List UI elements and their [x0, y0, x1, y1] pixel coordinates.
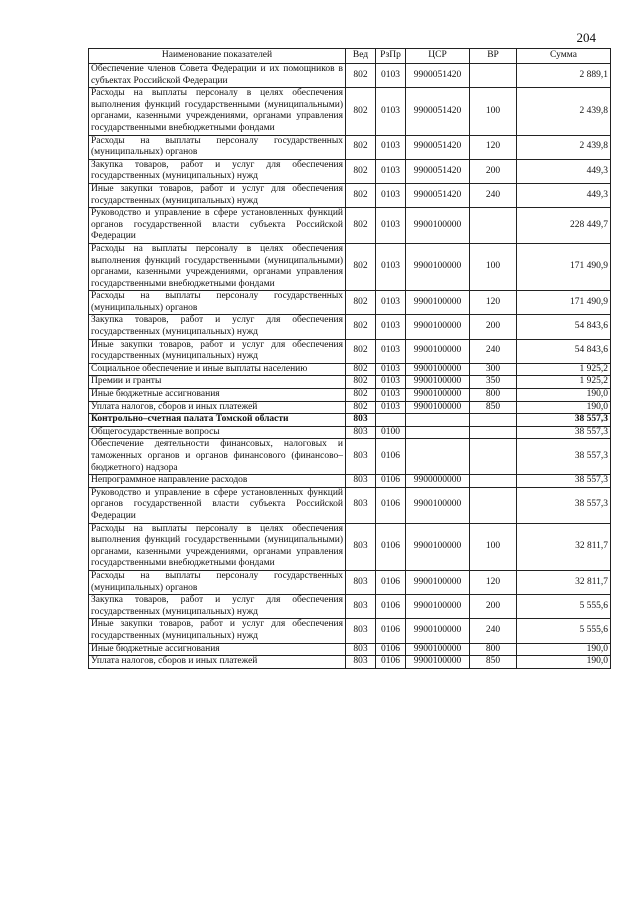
table-row [89, 439, 611, 475]
table-row [89, 88, 611, 135]
cell-vr: 200 [470, 159, 517, 183]
cell-ved: 802 [346, 363, 376, 376]
table-row [89, 315, 611, 339]
cell-csr: 9900100000 [406, 389, 470, 402]
cell-name: Закупка товаров, работ и услуг для обеспечения государственных (муниципальных) нужд [89, 159, 346, 183]
cell-name: Общегосударственные вопросы [89, 426, 346, 439]
cell-vr: 240 [470, 339, 517, 363]
cell-csr: 9900100000 [406, 376, 470, 389]
cell-sum: 2 439,8 [517, 135, 611, 159]
cell-rzpr: 0103 [376, 315, 406, 339]
cell-csr: 9900100000 [406, 339, 470, 363]
cell-ved: 802 [346, 208, 376, 244]
header-vr: ВР [470, 49, 517, 64]
cell-rzpr: 0103 [376, 88, 406, 135]
cell-sum: 1 925,2 [517, 376, 611, 389]
cell-name: Иные закупки товаров, работ и услуг для обеспечения государственных (муниципальных) нужд [89, 619, 346, 643]
cell-ved: 802 [346, 64, 376, 88]
table-row [89, 401, 611, 414]
cell-rzpr: 0106 [376, 643, 406, 656]
cell-vr: 240 [470, 619, 517, 643]
cell-csr: 9900100000 [406, 315, 470, 339]
cell-name: Расходы на выплаты персоналу государственных (муниципальных) органов [89, 291, 346, 315]
table-row [89, 595, 611, 619]
cell-name: Расходы на выплаты персоналу в целях обеспечения выполнения функций государственными (муниципальными) органами, казенными учреждениями, органами управления государственными внебюджетными фондами [89, 88, 346, 135]
cell-rzpr: 0103 [376, 291, 406, 315]
cell-rzpr: 0103 [376, 363, 406, 376]
header-name: Наименование показателей [89, 49, 346, 64]
cell-sum: 1 925,2 [517, 363, 611, 376]
cell-sum: 171 490,9 [517, 291, 611, 315]
cell-rzpr: 0106 [376, 523, 406, 570]
cell-csr: 9900051420 [406, 88, 470, 135]
cell-name: Расходы на выплаты персоналу в целях обеспечения выполнения функций государственными (муниципальными) органами, казенными учреждениями, органами управления государственными внебюджетными фондами [89, 243, 346, 290]
cell-sum: 2 439,8 [517, 88, 611, 135]
cell-rzpr: 0100 [376, 426, 406, 439]
cell-vr [470, 475, 517, 488]
cell-rzpr: 0106 [376, 475, 406, 488]
cell-csr: 9900100000 [406, 363, 470, 376]
cell-csr: 9900100000 [406, 208, 470, 244]
cell-name: Уплата налогов, сборов и иных платежей [89, 656, 346, 669]
cell-ved: 803 [346, 414, 376, 427]
cell-sum: 38 557,3 [517, 426, 611, 439]
cell-vr: 850 [470, 656, 517, 669]
cell-name: Контрольно–счетная палата Томской области [89, 414, 346, 427]
cell-rzpr: 0103 [376, 64, 406, 88]
cell-rzpr: 0106 [376, 439, 406, 475]
cell-vr: 120 [470, 570, 517, 594]
cell-csr: 9900100000 [406, 487, 470, 523]
cell-ved: 803 [346, 426, 376, 439]
cell-rzpr: 0103 [376, 135, 406, 159]
table-row [89, 475, 611, 488]
table-row [89, 643, 611, 656]
cell-sum: 38 557,3 [517, 414, 611, 427]
cell-vr [470, 426, 517, 439]
cell-csr [406, 426, 470, 439]
cell-sum: 32 811,7 [517, 570, 611, 594]
table-row [89, 183, 611, 207]
cell-csr [406, 439, 470, 475]
cell-vr: 120 [470, 291, 517, 315]
cell-vr: 200 [470, 315, 517, 339]
cell-name: Расходы на выплаты персоналу государственных (муниципальных) органов [89, 570, 346, 594]
page-number: 204 [576, 30, 596, 45]
cell-ved: 803 [346, 619, 376, 643]
table-row [89, 363, 611, 376]
cell-ved: 802 [346, 401, 376, 414]
cell-ved: 802 [346, 243, 376, 290]
table-row [89, 570, 611, 594]
cell-rzpr: 0106 [376, 619, 406, 643]
cell-rzpr: 0103 [376, 339, 406, 363]
cell-name: Премии и гранты [89, 376, 346, 389]
cell-csr: 9900051420 [406, 135, 470, 159]
cell-ved: 802 [346, 339, 376, 363]
cell-vr [470, 487, 517, 523]
cell-csr: 9900100000 [406, 656, 470, 669]
cell-rzpr: 0106 [376, 487, 406, 523]
cell-name: Руководство и управление в сфере установленных функций органов государственной власти субъекта Российской Федерации [89, 208, 346, 244]
table-row [89, 243, 611, 290]
table-row [89, 339, 611, 363]
table-body [89, 64, 611, 669]
cell-name: Социальное обеспечение и иные выплаты населению [89, 363, 346, 376]
cell-rzpr: 0106 [376, 570, 406, 594]
cell-name: Уплата налогов, сборов и иных платежей [89, 401, 346, 414]
cell-name: Обеспечение членов Совета Федерации и их помощников в субъектах Российской Федерации [89, 64, 346, 88]
cell-ved: 802 [346, 88, 376, 135]
cell-vr [470, 208, 517, 244]
cell-vr: 850 [470, 401, 517, 414]
cell-name: Обеспечение деятельности финансовых, налоговых и таможенных органов и органов финансового (финансово–бюджетного) надзора [89, 439, 346, 475]
table-row [89, 656, 611, 669]
cell-name: Руководство и управление в сфере установленных функций органов государственной власти субъекта Российской Федерации [89, 487, 346, 523]
cell-csr: 9900100000 [406, 523, 470, 570]
cell-rzpr: 0106 [376, 656, 406, 669]
cell-csr: 9900051420 [406, 159, 470, 183]
cell-ved: 802 [346, 159, 376, 183]
cell-sum: 38 557,3 [517, 439, 611, 475]
cell-sum: 228 449,7 [517, 208, 611, 244]
cell-ved: 803 [346, 656, 376, 669]
cell-ved: 803 [346, 643, 376, 656]
cell-ved: 802 [346, 183, 376, 207]
table-row [89, 291, 611, 315]
cell-csr: 9900051420 [406, 183, 470, 207]
cell-name: Иные бюджетные ассигнования [89, 643, 346, 656]
cell-vr: 100 [470, 243, 517, 290]
cell-sum: 32 811,7 [517, 523, 611, 570]
cell-sum: 38 557,3 [517, 475, 611, 488]
cell-rzpr: 0103 [376, 389, 406, 402]
table-row [89, 389, 611, 402]
cell-ved: 803 [346, 523, 376, 570]
cell-sum: 5 555,6 [517, 619, 611, 643]
cell-vr: 800 [470, 389, 517, 402]
cell-sum: 171 490,9 [517, 243, 611, 290]
cell-vr: 350 [470, 376, 517, 389]
cell-sum: 449,3 [517, 159, 611, 183]
cell-name: Иные бюджетные ассигнования [89, 389, 346, 402]
cell-ved: 803 [346, 487, 376, 523]
cell-name: Расходы на выплаты персоналу в целях обеспечения выполнения функций государственными (муниципальными) органами, казенными учреждениями, органами управления государственными внебюджетными фондами [89, 523, 346, 570]
cell-name: Непрограммное направление расходов [89, 475, 346, 488]
cell-ved: 802 [346, 315, 376, 339]
table-row [89, 135, 611, 159]
table-header-row [89, 49, 611, 64]
cell-name: Закупка товаров, работ и услуг для обеспечения государственных (муниципальных) нужд [89, 595, 346, 619]
table-row [89, 376, 611, 389]
budget-table [88, 48, 611, 669]
table-row [89, 426, 611, 439]
cell-rzpr: 0103 [376, 183, 406, 207]
cell-sum: 449,3 [517, 183, 611, 207]
cell-ved: 802 [346, 291, 376, 315]
header-sum: Сумма [517, 49, 611, 64]
cell-vr: 100 [470, 88, 517, 135]
table-row [89, 208, 611, 244]
cell-vr: 100 [470, 523, 517, 570]
cell-csr: 9900000000 [406, 475, 470, 488]
cell-ved: 803 [346, 570, 376, 594]
cell-rzpr [376, 414, 406, 427]
header-rzpr: РзПр [376, 49, 406, 64]
cell-csr: 9900100000 [406, 401, 470, 414]
cell-name: Закупка товаров, работ и услуг для обеспечения государственных (муниципальных) нужд [89, 315, 346, 339]
cell-vr [470, 64, 517, 88]
cell-sum: 5 555,6 [517, 595, 611, 619]
cell-ved: 802 [346, 135, 376, 159]
table-row [89, 414, 611, 427]
cell-csr: 9900100000 [406, 619, 470, 643]
cell-vr: 200 [470, 595, 517, 619]
cell-sum: 54 843,6 [517, 339, 611, 363]
cell-rzpr: 0103 [376, 243, 406, 290]
cell-sum: 190,0 [517, 389, 611, 402]
cell-csr: 9900100000 [406, 291, 470, 315]
cell-sum: 54 843,6 [517, 315, 611, 339]
cell-ved: 803 [346, 439, 376, 475]
cell-name: Расходы на выплаты персоналу государственных (муниципальных) органов [89, 135, 346, 159]
cell-sum: 2 889,1 [517, 64, 611, 88]
table-row [89, 159, 611, 183]
cell-rzpr: 0103 [376, 376, 406, 389]
cell-sum: 190,0 [517, 643, 611, 656]
cell-csr: 9900100000 [406, 243, 470, 290]
cell-sum: 38 557,3 [517, 487, 611, 523]
cell-name: Иные закупки товаров, работ и услуг для обеспечения государственных (муниципальных) нужд [89, 183, 346, 207]
cell-vr: 120 [470, 135, 517, 159]
cell-rzpr: 0106 [376, 595, 406, 619]
cell-vr [470, 414, 517, 427]
cell-csr: 9900051420 [406, 64, 470, 88]
cell-ved: 802 [346, 389, 376, 402]
cell-csr [406, 414, 470, 427]
cell-vr: 240 [470, 183, 517, 207]
table-row [89, 523, 611, 570]
cell-csr: 9900100000 [406, 595, 470, 619]
header-ved: Вед [346, 49, 376, 64]
cell-vr: 300 [470, 363, 517, 376]
cell-ved: 802 [346, 376, 376, 389]
cell-csr: 9900100000 [406, 643, 470, 656]
cell-ved: 803 [346, 595, 376, 619]
cell-vr [470, 439, 517, 475]
cell-sum: 190,0 [517, 656, 611, 669]
cell-csr: 9900100000 [406, 570, 470, 594]
cell-name: Иные закупки товаров, работ и услуг для обеспечения государственных (муниципальных) нужд [89, 339, 346, 363]
cell-vr: 800 [470, 643, 517, 656]
cell-sum: 190,0 [517, 401, 611, 414]
header-csr: ЦСР [406, 49, 470, 64]
table-row [89, 619, 611, 643]
cell-rzpr: 0103 [376, 159, 406, 183]
table-row [89, 64, 611, 88]
cell-rzpr: 0103 [376, 208, 406, 244]
cell-ved: 803 [346, 475, 376, 488]
table-row [89, 487, 611, 523]
cell-rzpr: 0103 [376, 401, 406, 414]
